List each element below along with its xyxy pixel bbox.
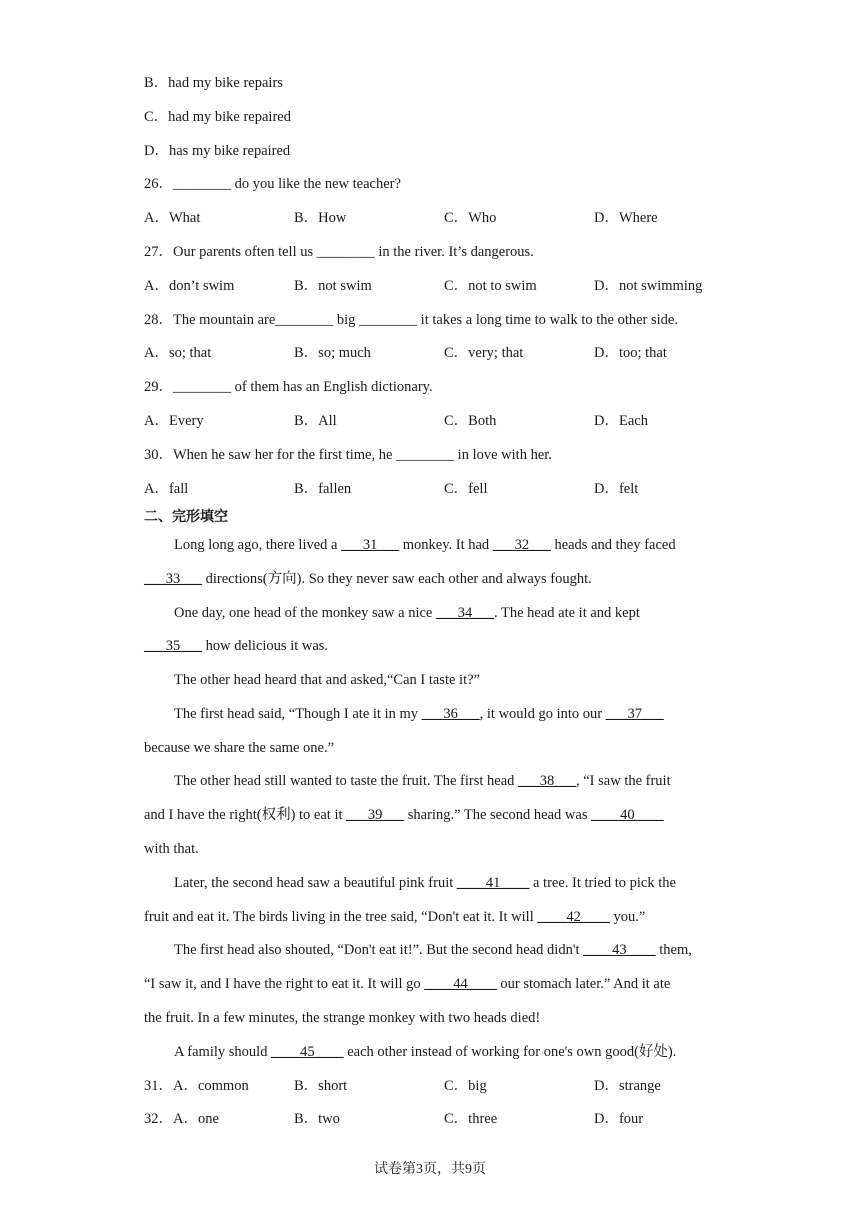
q26-stem: 26．________ do you like the new teacher? bbox=[144, 176, 401, 192]
q29-option-c: C．Both bbox=[444, 413, 497, 429]
q28-stem: 28．The mountain are________ big ________ it takes a long time to walk to the other side. bbox=[144, 312, 678, 328]
q25-option-c: C．had my bike repaired bbox=[144, 109, 291, 125]
q28-option-b: B．so; much bbox=[294, 345, 371, 361]
blank-38: ___38___ bbox=[518, 773, 576, 789]
blank-36: ___36___ bbox=[421, 706, 480, 722]
blank-41: ____41____ bbox=[456, 875, 530, 891]
blank-45: ____45____ bbox=[271, 1044, 344, 1060]
passage-line: the fruit. In a few minutes, the strange monkey with two heads died! bbox=[144, 1010, 541, 1026]
passage-line: and I have the right(权利) to eat it ___39___ sharing.” The second head was ____40____ bbox=[144, 807, 664, 823]
q30-option-d: D．felt bbox=[594, 481, 639, 497]
q32-option-d: D．four bbox=[594, 1111, 644, 1127]
passage-line: A family should ____45____ each other instead of working for one's own good(好处). bbox=[174, 1044, 677, 1060]
q29-option-a: A．Every bbox=[144, 413, 204, 429]
passage-line: fruit and eat it. The birds living in the tree said, “Don't eat it. It will ____42____ you.” bbox=[144, 909, 646, 925]
blank-42: ____42____ bbox=[537, 909, 610, 925]
q26-option-b: B．How bbox=[294, 210, 347, 226]
q28-option-d: D．too; that bbox=[594, 345, 667, 361]
q28-option-a: A．so; that bbox=[144, 345, 212, 361]
passage-line: with that. bbox=[144, 841, 199, 857]
passage-line: One day, one head of the monkey saw a nice ___34___. The head ate it and kept bbox=[174, 605, 640, 621]
q27-option-a: A．don’t swim bbox=[144, 278, 235, 294]
passage-line: The other head still wanted to taste the fruit. The first head ___38___, “I saw the fruit bbox=[174, 773, 671, 789]
q31-option-a: 31．A．common bbox=[144, 1078, 249, 1094]
q27-option-b: B．not swim bbox=[294, 278, 372, 294]
q32-option-b: B．two bbox=[294, 1111, 340, 1127]
section-title: 二、完形填空 bbox=[144, 509, 228, 525]
q32-option-c: C．three bbox=[444, 1111, 498, 1127]
q30-option-a: A．fall bbox=[144, 481, 189, 497]
passage-line: The other head heard that and asked,“Can I taste it?” bbox=[174, 672, 480, 688]
blank-39: ___39___ bbox=[346, 807, 405, 823]
blank-33: ___33___ bbox=[144, 571, 202, 587]
blank-31: ___31___ bbox=[341, 537, 400, 553]
passage-line: ___35___ how delicious it was. bbox=[144, 638, 329, 654]
blank-34: ___34___ bbox=[435, 605, 494, 621]
q29-option-d: D．Each bbox=[594, 413, 648, 429]
q27-stem: 27．Our parents often tell us ________ in the river. It’s dangerous. bbox=[144, 244, 534, 260]
passage-line: ___33___ directions(方向). So they never saw each other and always fought. bbox=[144, 571, 592, 587]
passage-line: Later, the second head saw a beautiful pink fruit ____41____ a tree. It tried to pick the bbox=[174, 875, 676, 891]
q30-option-c: C．fell bbox=[444, 481, 488, 497]
blank-40: ____40____ bbox=[591, 807, 664, 823]
q31-option-d: D．strange bbox=[594, 1078, 661, 1094]
blank-43: ____43____ bbox=[583, 942, 656, 958]
q30-stem: 30．When he saw her for the first time, he ________ in love with her. bbox=[144, 447, 552, 463]
passage-line: The first head also shouted, “Don't eat it!”. But the second head didn't ____43____ them, bbox=[174, 942, 692, 958]
blank-35: ___35___ bbox=[144, 638, 202, 654]
q26-option-c: C．Who bbox=[444, 210, 497, 226]
passage-line: Long long ago, there lived a ___31___ monkey. It had ___32___ heads and they faced bbox=[174, 537, 676, 553]
q32-option-a: 32．A．one bbox=[144, 1111, 219, 1127]
q25-option-b: B．had my bike repairs bbox=[144, 75, 283, 91]
q27-option-c: C．not to swim bbox=[444, 278, 537, 294]
q31-option-c: C．big bbox=[444, 1078, 487, 1094]
q26-option-d: D．Where bbox=[594, 210, 658, 226]
passage-line: The first head said, “Though I ate it in my ___36___, it would go into our ___37___ bbox=[174, 706, 664, 722]
page-footer: 试卷第3页，共9页 bbox=[374, 1162, 486, 1177]
blank-32: ___32___ bbox=[492, 537, 551, 553]
passage-line: “I saw it, and I have the right to eat it. It will go ____44____ our stomach later.” And it ate bbox=[144, 976, 671, 992]
q31-option-b: B．short bbox=[294, 1078, 348, 1094]
q29-stem: 29．________ of them has an English dictionary. bbox=[144, 379, 433, 395]
passage-line: because we share the same one.” bbox=[144, 740, 335, 756]
blank-44: ____44____ bbox=[424, 976, 497, 992]
q27-option-d: D．not swimming bbox=[594, 278, 703, 294]
q28-option-c: C．very; that bbox=[444, 345, 524, 361]
q25-option-d: D．has my bike repaired bbox=[144, 143, 291, 159]
q29-option-b: B．All bbox=[294, 413, 337, 429]
q26-option-a: A．What bbox=[144, 210, 201, 226]
q30-option-b: B．fallen bbox=[294, 481, 352, 497]
blank-37: ___37___ bbox=[605, 706, 664, 722]
